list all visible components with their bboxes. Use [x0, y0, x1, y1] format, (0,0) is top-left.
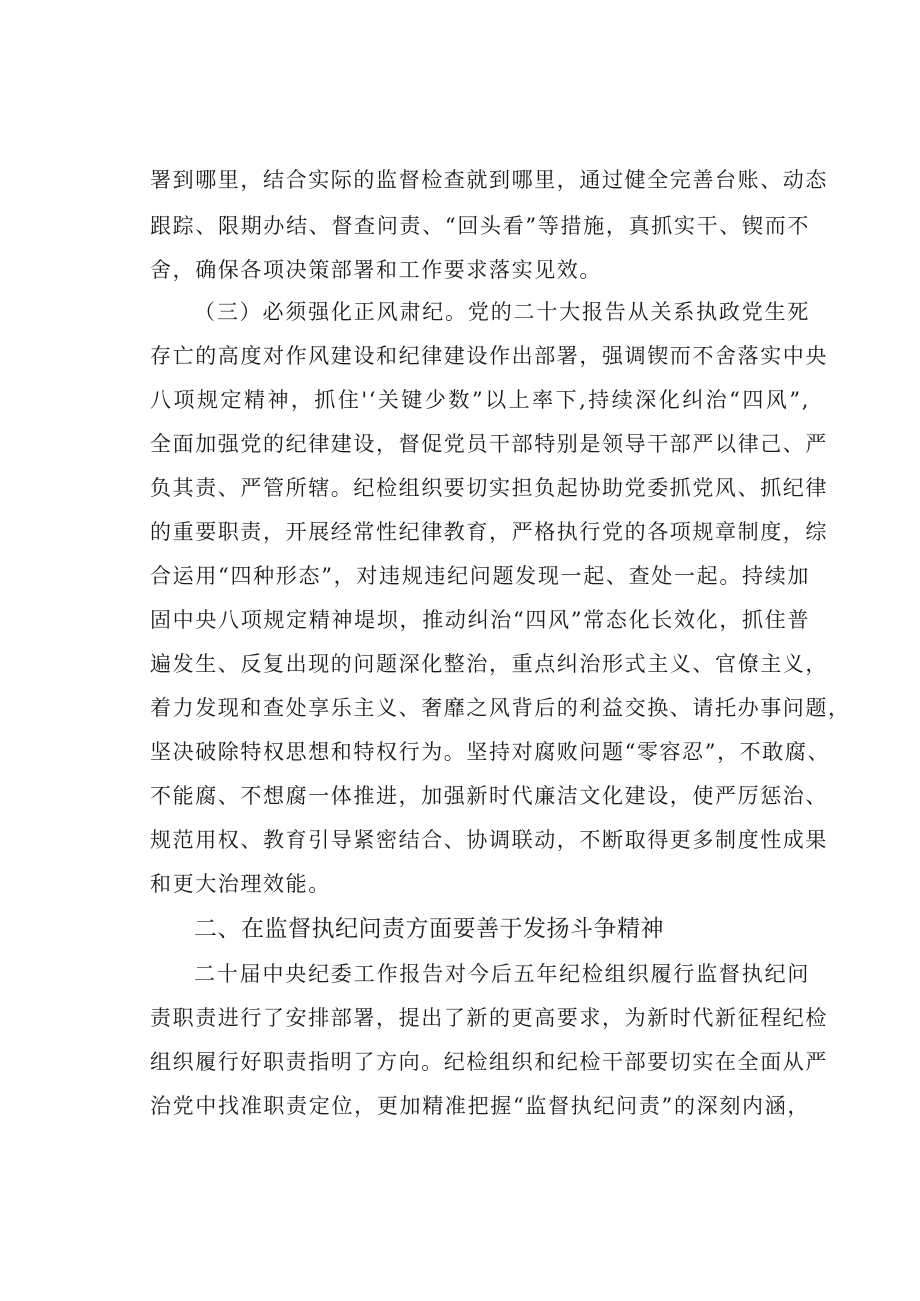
paragraph-3-line-1: 二十届中央纪委工作报告对今后五年纪检组织履行监督执纪问: [194, 962, 810, 986]
paragraph-2-line-13: 规范用权、教育引导紧密结合、协调联动，不断取得更多制度性成果: [150, 828, 828, 852]
paragraph-2-line-7: 合运用“四种形态”，对违规违纪问题发现一起、查处一起。持续加: [150, 564, 810, 588]
paragraph-2-line-14: 和更大治理效能。: [150, 872, 331, 896]
paragraph-2-line-6: 的重要职责，开展经常性纪律教育，严格执行党的各项规章制度，综: [150, 520, 828, 544]
paragraph-2-line-3: 八项规定精神，抓住'‘关键少数”以上率下,持续深化纠治“四风”,: [150, 388, 810, 412]
paragraph-2-line-11: 坚决破除特权思想和特权行为。坚持对腐败问题“零容忍”，不敢腐、: [150, 740, 831, 764]
paragraph-1-line-3: 舍，确保各项决策部署和工作要求落实见效。: [150, 258, 602, 282]
paragraph-3-line-3: 组织履行好职责指明了方向。纪检组织和纪检干部要切实在全面从严: [150, 1050, 828, 1074]
paragraph-2-line-5: 负其责、严管所辖。纪检组织要切实担负起协助党委抓党风、抓纪律: [150, 476, 828, 500]
paragraph-3-line-4: 治党中找准职责定位，更加精准把握“监督执纪问责”的深刻内涵，: [150, 1094, 810, 1118]
section-heading: 二、在监督执纪问责方面要善于发扬斗争精神: [194, 916, 664, 942]
paragraph-2-line-2: 存亡的高度对作风建设和纪律建设作出部署，强调锲而不舍落实中央: [150, 344, 828, 368]
paragraph-2-line-10: 着力发现和查处享乐主义、奢靡之风背后的利益交换、请托办事问题，: [150, 696, 851, 720]
paragraph-2-line-8: 固中央八项规定精神堤坝，推动纠治“四风”常态化长效化，抓住普: [150, 608, 810, 632]
paragraph-3-line-2: 责职责进行了安排部署，提出了新的更高要求，为新时代新征程纪检: [150, 1006, 828, 1030]
paragraph-2-line-4: 全面加强党的纪律建设，督促党员干部特别是领导干部严以律己、严: [150, 432, 828, 456]
paragraph-2-line-1: （三）必须强化正风肃纪。党的二十大报告从关系执政党生死: [194, 300, 810, 324]
paragraph-1-line-1: 署到哪里，结合实际的监督检查就到哪里，通过健全完善台账、动态: [150, 168, 828, 192]
paragraph-2-line-12: 不能腐、不想腐一体推进，加强新时代廉洁文化建设，使严厉惩治、: [150, 784, 828, 808]
paragraph-1-line-2: 跟踪、限期办结、督查问责、“回头看”等措施，真抓实干、锲而不: [150, 214, 810, 238]
paragraph-2-line-9: 遍发生、反复出现的问题深化整治，重点纠治形式主义、官僚主义，: [150, 652, 828, 676]
